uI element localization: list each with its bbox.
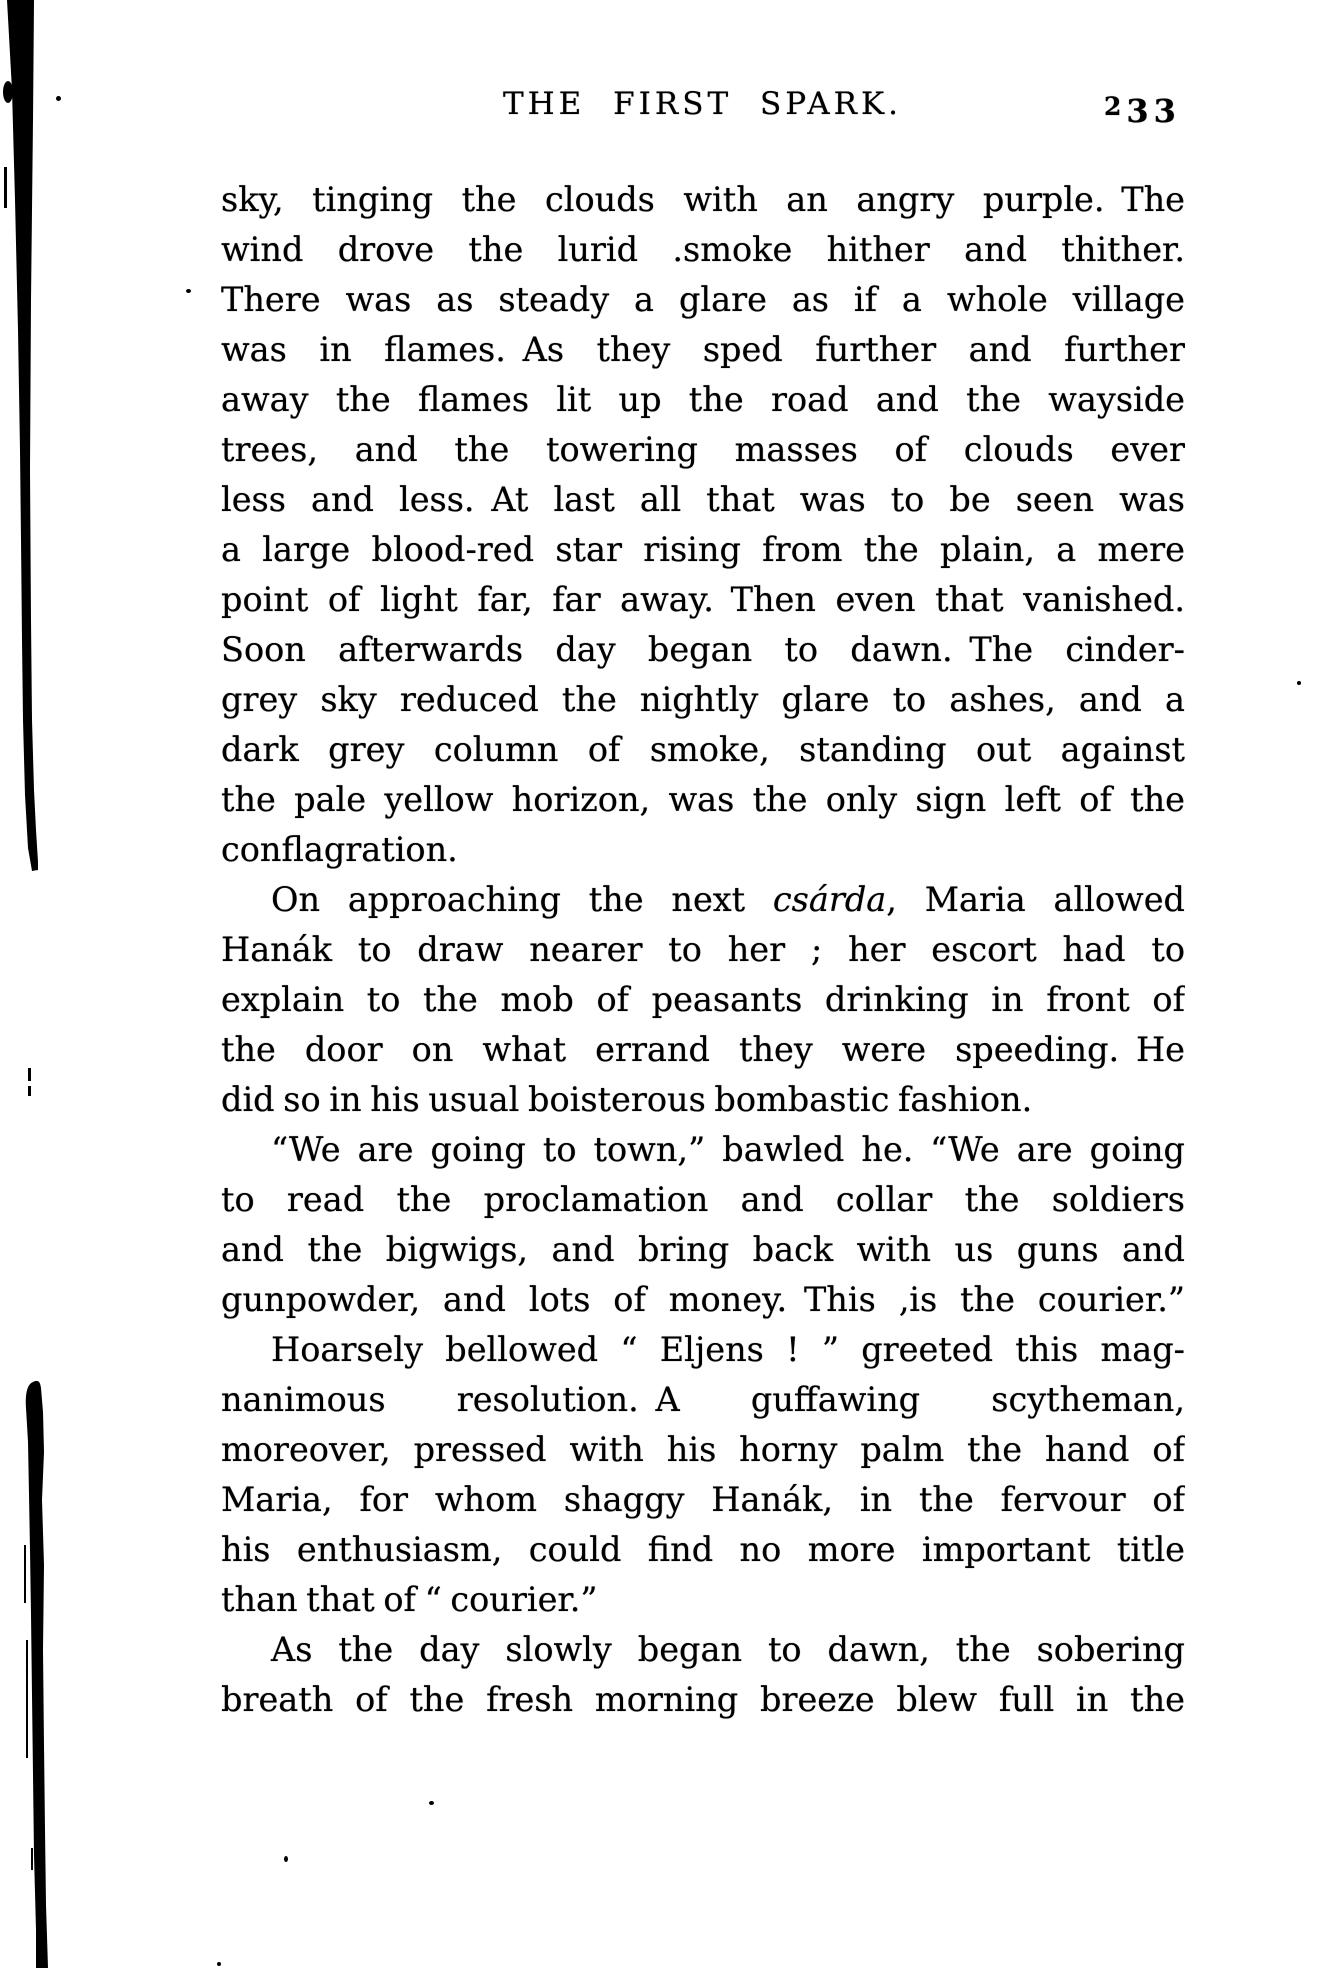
scan-binding-artifact — [0, 0, 60, 1972]
text-run: did so in his usual boisterous bombastic fashion. — [221, 1080, 1033, 1119]
text-run: Hoarsely bellowed “ Eljens ! ” greeted this mag- — [271, 1330, 1185, 1369]
text-line — [221, 625, 1185, 675]
text-run: moreover, pressed with his horny palm the hand of — [221, 1430, 1185, 1469]
text-line — [221, 1325, 1185, 1375]
text-line — [221, 575, 1185, 625]
text-run: and the bigwigs, and bring back with us guns and — [221, 1230, 1185, 1269]
text-line — [221, 675, 1185, 725]
text-run: breath of the fresh morning breeze blew full in the — [221, 1680, 1185, 1719]
text-line — [221, 775, 1185, 825]
text-run: On approaching the next — [271, 880, 773, 919]
text-run: , Maria allowed — [886, 880, 1185, 919]
text-run: gunpowder, and lots of money. This ‚is the courier.” — [221, 1280, 1185, 1319]
running-title: THE FIRST SPARK. — [502, 86, 903, 122]
gutter-band-top — [7, 0, 38, 871]
text-line — [221, 725, 1185, 775]
page-number-first-digit: 2 — [1104, 92, 1127, 121]
text-run: Hanák to draw nearer to her ; her escort had to — [221, 930, 1185, 969]
text-line — [221, 875, 1185, 925]
text-line — [221, 475, 1185, 525]
text-run: Maria, for whom shaggy Hanák, in the fervour of — [221, 1480, 1185, 1519]
text-run: the pale yellow horizon, was the only sign left of the — [221, 780, 1185, 819]
text-run: conflagration. — [221, 830, 458, 869]
text-run: nanimous resolution. A guffawing scytheman, — [221, 1380, 1185, 1419]
gutter-band-bottom — [26, 1381, 48, 1968]
text-run: away the flames lit up the road and the wayside — [221, 380, 1185, 419]
gutter-tick — [4, 167, 7, 208]
text-line — [221, 1125, 1185, 1175]
text-line — [221, 1175, 1185, 1225]
text-line — [221, 175, 1185, 225]
text-line — [221, 825, 1185, 875]
ink-speck — [186, 289, 191, 293]
text-run: the door on what errand they were speeding. He — [221, 1030, 1185, 1069]
text-run: explain to the mob of peasants drinking in front of — [221, 980, 1185, 1019]
text-run: than that of “ courier.” — [221, 1580, 598, 1619]
ink-speck — [284, 1856, 288, 1862]
gutter-blob — [3, 81, 13, 103]
text-line — [221, 1675, 1185, 1725]
ink-speck — [429, 1801, 434, 1805]
text-line — [221, 1025, 1185, 1075]
text-body — [221, 175, 1185, 1725]
text-run: Soon afterwards day began to dawn. The cinder- — [221, 630, 1185, 669]
text-run: sky, tinging the clouds with an angry purple. The — [221, 180, 1185, 219]
text-line — [221, 325, 1185, 375]
text-line — [221, 1075, 1185, 1125]
text-run: wind drove the lurid .smoke hither and thither. — [221, 230, 1185, 269]
gutter-dash — [28, 1068, 31, 1081]
gutter-hairline — [26, 1640, 28, 1758]
text-run: trees, and the towering masses of clouds ever — [221, 430, 1185, 469]
text-line — [221, 225, 1185, 275]
text-line — [221, 925, 1185, 975]
text-run: There was as steady a glare as if a whole village — [221, 280, 1185, 319]
text-line — [221, 1425, 1185, 1475]
ink-speck — [217, 1962, 221, 1966]
text-run: less and less. At last all that was to be seen was — [221, 480, 1185, 519]
text-run: a large blood-red star rising from the plain, a mere — [221, 530, 1185, 569]
page-number — [1104, 92, 1181, 130]
italic-term: csárda — [772, 880, 887, 919]
text-run: point of light far, far away. Then even that vanished. — [221, 580, 1185, 619]
text-line — [221, 1475, 1185, 1525]
text-run: As the day slowly began to dawn, the sobering — [271, 1630, 1185, 1669]
ink-speck — [1297, 681, 1301, 685]
text-line — [221, 375, 1185, 425]
text-run: was in flames. As they sped further and further — [221, 330, 1185, 369]
text-line — [221, 1575, 1185, 1625]
text-line — [221, 275, 1185, 325]
ink-speck — [56, 96, 61, 101]
gutter-hairline — [24, 1545, 26, 1603]
gutter-dash — [28, 1086, 31, 1096]
text-line — [221, 1625, 1185, 1675]
text-line — [221, 1375, 1185, 1425]
page-number-rest: 33 — [1126, 92, 1181, 130]
gutter-hairline — [31, 1848, 33, 1870]
text-line — [221, 1225, 1185, 1275]
text-run: “We are going to town,” bawled he. “We are going — [271, 1130, 1185, 1169]
text-line — [221, 425, 1185, 475]
text-line — [221, 975, 1185, 1025]
text-line — [221, 1275, 1185, 1325]
text-run: his enthusiasm, could find no more important title — [221, 1530, 1185, 1569]
text-line — [221, 1525, 1185, 1575]
text-run: dark grey column of smoke, standing out against — [221, 730, 1185, 769]
text-line — [221, 525, 1185, 575]
text-run: to read the proclamation and collar the soldiers — [221, 1180, 1185, 1219]
text-run: grey sky reduced the nightly glare to ashes, and a — [221, 680, 1185, 719]
